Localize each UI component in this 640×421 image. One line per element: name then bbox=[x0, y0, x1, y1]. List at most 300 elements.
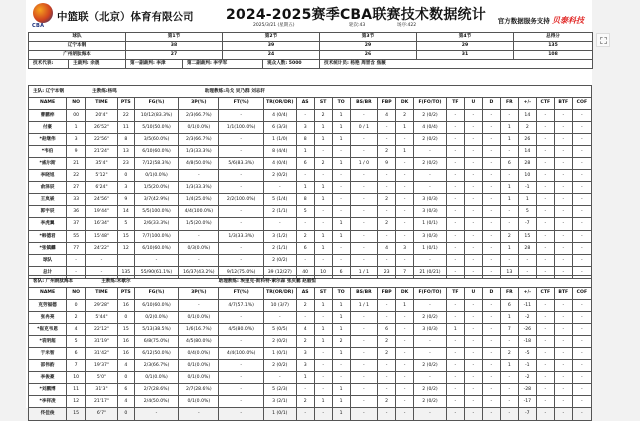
player-name: *威尔斯 bbox=[29, 157, 67, 169]
stat-cell: - bbox=[396, 230, 414, 242]
stat-cell: 2 (0/2) bbox=[414, 396, 447, 408]
stat-cell: -1 bbox=[518, 182, 536, 194]
stat-cell: 4/4(100.0%) bbox=[179, 206, 219, 218]
stat-cell: 1 bbox=[332, 299, 350, 311]
player-name: *袁明超 bbox=[29, 335, 67, 347]
stat-cell: 1 bbox=[332, 133, 350, 145]
stat-cell: - bbox=[219, 360, 263, 372]
stat-cell: - bbox=[446, 170, 464, 182]
stat-cell: 0/1(0.0%) bbox=[179, 311, 219, 323]
stat-cell: - bbox=[219, 311, 263, 323]
stat-cell: - bbox=[572, 194, 591, 206]
stat-cell: - bbox=[446, 194, 464, 206]
stat-cell: - bbox=[572, 170, 591, 182]
stat-cell: 2 bbox=[378, 194, 396, 206]
stat-cell: - bbox=[296, 218, 314, 230]
stat-cell: 28 bbox=[518, 157, 536, 169]
stat-cell: - bbox=[414, 170, 447, 182]
stat-cell: 2 (0/2) bbox=[414, 360, 447, 372]
stat-cell: - bbox=[572, 109, 591, 121]
stat-cell: - bbox=[536, 242, 554, 254]
stat-cell: 3 bbox=[396, 242, 414, 254]
stat-cell: 16 bbox=[117, 299, 134, 311]
game-number: 场序:422 bbox=[397, 23, 417, 28]
stat-cell: - bbox=[482, 408, 500, 420]
column-header: U bbox=[464, 288, 482, 300]
stat-cell: - bbox=[378, 230, 396, 242]
stat-cell: - bbox=[350, 182, 378, 194]
stat-cell: - bbox=[219, 206, 263, 218]
stat-cell: - bbox=[378, 206, 396, 218]
stat-cell: - bbox=[572, 230, 591, 242]
stat-cell: - bbox=[314, 347, 332, 359]
stat-cell: 6 bbox=[296, 242, 314, 254]
score-q2: 24 bbox=[223, 51, 320, 60]
quarter-row-home bbox=[29, 42, 593, 51]
player-name: 邵伟韵 bbox=[29, 360, 67, 372]
stat-cell: 10 (3/7) bbox=[263, 299, 296, 311]
stat-cell: - bbox=[396, 396, 414, 408]
stat-cell: 10/12(83.3%) bbox=[134, 109, 178, 121]
stat-cell: 8 (4/4) bbox=[263, 145, 296, 157]
stat-cell: 9/12(75.0%) bbox=[219, 266, 263, 278]
data-support bbox=[498, 15, 584, 26]
stat-cell: - bbox=[314, 254, 332, 266]
stat-cell: - bbox=[464, 372, 482, 384]
stat-cell: - bbox=[464, 133, 482, 145]
header-q1: 第1节 bbox=[126, 33, 223, 42]
stat-cell: 2 bbox=[500, 230, 518, 242]
stat-cell: - bbox=[464, 145, 482, 157]
stat-cell: - bbox=[500, 335, 518, 347]
player-name: 球队 bbox=[29, 254, 67, 266]
stat-cell: - bbox=[314, 372, 332, 384]
stat-cell: - bbox=[572, 145, 591, 157]
column-header: +/- bbox=[518, 288, 536, 300]
stat-cell: - bbox=[179, 299, 219, 311]
stat-cell: 16 bbox=[117, 335, 134, 347]
stat-cell: - bbox=[482, 109, 500, 121]
stat-cell: - bbox=[446, 347, 464, 359]
stat-cell: 4 bbox=[378, 242, 396, 254]
player-name: *李祥凌 bbox=[29, 396, 67, 408]
stat-cell: - bbox=[332, 170, 350, 182]
stat-cell: 15 bbox=[117, 230, 134, 242]
stat-cell: - bbox=[350, 408, 378, 420]
stat-cell: - bbox=[482, 157, 500, 169]
player-row bbox=[29, 242, 592, 254]
stat-cell: - bbox=[572, 254, 591, 266]
stat-cell: 1 bbox=[332, 323, 350, 335]
stat-cell: - bbox=[554, 182, 572, 194]
stat-cell: 55/90(61.1%) bbox=[134, 266, 178, 278]
stat-cell: - bbox=[219, 145, 263, 157]
stat-cell: 21 (0/21) bbox=[414, 266, 447, 278]
player-row bbox=[29, 335, 592, 347]
stat-cell: - bbox=[296, 384, 314, 396]
stat-cell: - bbox=[500, 408, 518, 420]
stat-cell: - bbox=[554, 299, 572, 311]
player-name: *张镇麟 bbox=[29, 242, 67, 254]
stat-cell: - bbox=[554, 384, 572, 396]
stat-cell: - bbox=[332, 145, 350, 157]
stat-cell: - bbox=[350, 206, 378, 218]
column-header-row bbox=[29, 288, 592, 300]
stat-cell: - bbox=[396, 360, 414, 372]
stat-cell: - bbox=[482, 396, 500, 408]
stat-cell: 31'3" bbox=[86, 384, 118, 396]
stat-cell: - bbox=[263, 218, 296, 230]
stat-cell: 7 bbox=[396, 266, 414, 278]
player-row bbox=[29, 230, 592, 242]
column-header: TO bbox=[332, 288, 350, 300]
stat-cell: 0/4(0.0%) bbox=[179, 347, 219, 359]
stat-cell: 2/7(28.6%) bbox=[179, 384, 219, 396]
stat-cell: 2 bbox=[378, 145, 396, 157]
stat-cell: - bbox=[378, 133, 396, 145]
stat-cell: 6/8(75.0%) bbox=[134, 335, 178, 347]
stat-cell: - bbox=[219, 372, 263, 384]
stat-cell: - bbox=[482, 347, 500, 359]
stat-cell: 22'12" bbox=[86, 323, 118, 335]
stat-cell: - bbox=[179, 254, 219, 266]
stat-cell: 33 bbox=[67, 194, 86, 206]
stat-cell: 2 (0/2) bbox=[263, 254, 296, 266]
stat-cell: - bbox=[536, 323, 554, 335]
stat-cell: - bbox=[414, 254, 447, 266]
stat-cell: - bbox=[446, 311, 464, 323]
stat-cell: - bbox=[350, 254, 378, 266]
stat-cell: - bbox=[572, 182, 591, 194]
stat-cell: - bbox=[500, 384, 518, 396]
stat-cell: 1 bbox=[296, 145, 314, 157]
stat-cell: 1 bbox=[500, 182, 518, 194]
stat-cell: - bbox=[464, 384, 482, 396]
stat-cell: 0/1(0.0%) bbox=[179, 372, 219, 384]
stat-cell: 1 bbox=[500, 311, 518, 323]
team-label: 主队: 辽宁本钢 bbox=[33, 89, 64, 95]
stat-cell: - bbox=[464, 299, 482, 311]
stat-cell: - bbox=[396, 206, 414, 218]
stat-cell: - bbox=[378, 408, 396, 420]
stat-cell: - bbox=[572, 206, 591, 218]
column-header: FR bbox=[500, 288, 518, 300]
stat-cell: 1 bbox=[332, 396, 350, 408]
stat-cell: 3 (0/3) bbox=[414, 230, 447, 242]
stat-cell: 1 bbox=[332, 218, 350, 230]
stat-cell: 24'22" bbox=[86, 242, 118, 254]
stat-cell: - bbox=[263, 372, 296, 384]
stat-cell: 14 bbox=[117, 206, 134, 218]
player-row bbox=[29, 206, 592, 218]
column-header: ST bbox=[314, 98, 332, 110]
stat-cell: - bbox=[500, 254, 518, 266]
column-header: NO bbox=[67, 288, 86, 300]
stat-cell: 2 (0/2) bbox=[414, 311, 447, 323]
basketball-icon bbox=[33, 3, 53, 23]
stat-cell: - bbox=[500, 170, 518, 182]
stat-cell: - bbox=[464, 396, 482, 408]
stat-cell: 10 bbox=[67, 372, 86, 384]
stat-cell: 2 (0/2) bbox=[263, 360, 296, 372]
stat-cell: - bbox=[572, 384, 591, 396]
stat-cell: 3 (1/2) bbox=[263, 230, 296, 242]
stat-cell: - bbox=[554, 109, 572, 121]
stat-cell: 2 bbox=[314, 157, 332, 169]
stat-cell: -17 bbox=[518, 396, 536, 408]
stat-cell: - bbox=[464, 323, 482, 335]
column-header: BTF bbox=[554, 98, 572, 110]
player-name: *韩德君 bbox=[29, 230, 67, 242]
stat-cell: 5 bbox=[518, 206, 536, 218]
stat-cell: 1 / 0 bbox=[350, 157, 378, 169]
stat-cell: 2 (0/2) bbox=[414, 384, 447, 396]
player-name: 付豪 bbox=[29, 121, 67, 133]
stat-cell: - bbox=[464, 230, 482, 242]
stat-cell: -5 bbox=[518, 347, 536, 359]
stat-cell: - bbox=[464, 194, 482, 206]
team-name: 广州朗肽海本 bbox=[29, 51, 126, 60]
stat-cell: 3 bbox=[67, 133, 86, 145]
stat-cell: - bbox=[536, 266, 554, 278]
player-name: 李俊豪 bbox=[29, 372, 67, 384]
stat-cell: 0 / 1 bbox=[350, 121, 378, 133]
stat-cell: - bbox=[350, 311, 378, 323]
stat-cell: - bbox=[554, 133, 572, 145]
header-q3: 第3节 bbox=[320, 33, 417, 42]
stat-cell: - bbox=[572, 133, 591, 145]
player-name: 克劳福德 bbox=[29, 299, 67, 311]
column-header: PTS bbox=[117, 98, 134, 110]
score-q1: 38 bbox=[126, 42, 223, 51]
stat-cell: 23 bbox=[117, 157, 134, 169]
stat-cell: 1 bbox=[332, 384, 350, 396]
column-header-row bbox=[29, 98, 592, 110]
stat-cell: 24'56" bbox=[86, 194, 118, 206]
stat-cell: 1/3(33.3%) bbox=[179, 182, 219, 194]
stat-cell: 5/10(50.0%) bbox=[134, 121, 178, 133]
stat-cell: - bbox=[554, 408, 572, 420]
stat-cell: - bbox=[536, 384, 554, 396]
stat-cell: 20'4" bbox=[86, 109, 118, 121]
stat-cell: 5 bbox=[296, 206, 314, 218]
game-round: 轮次:43 bbox=[349, 23, 366, 28]
stat-cell: - bbox=[350, 218, 378, 230]
stat-cell: 2 (0/2) bbox=[414, 157, 447, 169]
stat-cell: - bbox=[350, 347, 378, 359]
stat-cell: 16'34" bbox=[86, 218, 118, 230]
player-name: 总计 bbox=[29, 266, 67, 278]
player-row bbox=[29, 347, 592, 359]
stat-cell: 21 bbox=[67, 157, 86, 169]
stat-cell: - bbox=[482, 360, 500, 372]
cba-logo bbox=[32, 3, 54, 29]
column-header: ST bbox=[314, 288, 332, 300]
stat-cell: 0 bbox=[67, 299, 86, 311]
stat-cell: - bbox=[296, 311, 314, 323]
stat-cell: - bbox=[219, 242, 263, 254]
stat-cell: - bbox=[332, 254, 350, 266]
statisticians: 技术统计员: 杨艳 周晋含 焦薇 bbox=[320, 60, 593, 69]
scan-icon[interactable] bbox=[596, 33, 610, 47]
stat-cell: 6 bbox=[500, 157, 518, 169]
stat-cell: - bbox=[396, 372, 414, 384]
stat-cell: 1 bbox=[314, 133, 332, 145]
stat-cell: -28 bbox=[518, 384, 536, 396]
stat-cell: - bbox=[482, 242, 500, 254]
player-name: 于米智 bbox=[29, 347, 67, 359]
column-header: D bbox=[482, 98, 500, 110]
stat-cell: 6 (3/3) bbox=[263, 121, 296, 133]
player-row bbox=[29, 121, 592, 133]
away-stats-table bbox=[28, 275, 592, 421]
stat-cell: 5'44" bbox=[86, 311, 118, 323]
stat-cell: - bbox=[572, 311, 591, 323]
column-header: NO bbox=[67, 98, 86, 110]
stat-cell: 7 bbox=[500, 323, 518, 335]
stat-cell: - bbox=[378, 372, 396, 384]
stat-cell: 5/13(38.5%) bbox=[134, 323, 178, 335]
column-header: TR(OR/DR) bbox=[263, 288, 296, 300]
score-q3: 29 bbox=[320, 42, 417, 51]
stat-cell: - bbox=[482, 311, 500, 323]
stat-cell: 19'37" bbox=[86, 360, 118, 372]
column-header: FG(%) bbox=[134, 288, 178, 300]
stat-cell: - bbox=[536, 335, 554, 347]
stat-cell: - bbox=[572, 266, 591, 278]
player-row bbox=[29, 218, 592, 230]
stat-cell: 2 bbox=[296, 396, 314, 408]
stat-cell: - bbox=[396, 408, 414, 420]
stat-cell: - bbox=[482, 266, 500, 278]
stat-cell: 1/1(100.0%) bbox=[219, 121, 263, 133]
stat-cell: - bbox=[219, 182, 263, 194]
stat-cell: - bbox=[554, 266, 572, 278]
stat-cell: - bbox=[378, 311, 396, 323]
column-header: D bbox=[482, 288, 500, 300]
stat-cell: 2 (0/2) bbox=[263, 335, 296, 347]
stat-cell: - bbox=[536, 299, 554, 311]
player-name: *崔克韦恩 bbox=[29, 323, 67, 335]
column-header: FT(%) bbox=[219, 288, 263, 300]
stat-cell: - bbox=[536, 157, 554, 169]
score-q1: 27 bbox=[126, 51, 223, 60]
stat-cell: - bbox=[350, 145, 378, 157]
stat-cell: 1 bbox=[500, 360, 518, 372]
stat-cell: 3 (0/3) bbox=[414, 206, 447, 218]
stat-cell: - bbox=[518, 266, 536, 278]
stat-cell: - bbox=[179, 408, 219, 420]
stat-cell: - bbox=[536, 372, 554, 384]
stat-cell: 35'4" bbox=[86, 157, 118, 169]
stat-cell: 1 bbox=[332, 157, 350, 169]
stat-cell: - bbox=[482, 218, 500, 230]
stat-cell: 55 bbox=[67, 230, 86, 242]
stat-cell: 4 bbox=[117, 360, 134, 372]
stat-cell: 3/5(60.0%) bbox=[134, 133, 178, 145]
stat-cell: - bbox=[350, 396, 378, 408]
stat-cell: 77 bbox=[67, 242, 86, 254]
stat-cell: - bbox=[482, 170, 500, 182]
stat-cell: - bbox=[350, 242, 378, 254]
stat-cell: - bbox=[482, 133, 500, 145]
stat-cell: 2 bbox=[296, 335, 314, 347]
column-header: U bbox=[464, 98, 482, 110]
stat-cell: - bbox=[446, 157, 464, 169]
stat-cell: 6/12(50.0%) bbox=[134, 347, 178, 359]
stat-cell: 15 bbox=[518, 230, 536, 242]
stat-cell: - bbox=[554, 170, 572, 182]
score-q4: 31 bbox=[417, 51, 514, 60]
stat-cell: 1 bbox=[500, 194, 518, 206]
stat-cell: - bbox=[554, 311, 572, 323]
stat-cell: 15'48" bbox=[86, 230, 118, 242]
stat-cell: 0 bbox=[117, 408, 134, 420]
stat-cell: - bbox=[134, 408, 178, 420]
stat-cell: - bbox=[464, 347, 482, 359]
stat-cell: 1 bbox=[332, 230, 350, 242]
stat-cell: - bbox=[554, 230, 572, 242]
stat-cell: 6 bbox=[332, 266, 350, 278]
stat-cell: - bbox=[554, 242, 572, 254]
stat-cell: - bbox=[396, 182, 414, 194]
column-header: DK bbox=[396, 98, 414, 110]
stat-cell: 6/10(60.0%) bbox=[134, 242, 178, 254]
stat-cell: 1 bbox=[314, 182, 332, 194]
stat-cell: - bbox=[263, 311, 296, 323]
stat-cell: - bbox=[396, 254, 414, 266]
stats-document bbox=[26, 0, 592, 417]
column-header: DK bbox=[396, 288, 414, 300]
stat-cell: - bbox=[482, 194, 500, 206]
score-total: 108 bbox=[514, 51, 593, 60]
stat-cell: - bbox=[482, 206, 500, 218]
stat-cell: - bbox=[446, 121, 464, 133]
attendance: 观众人数: 5000 bbox=[263, 60, 320, 69]
stat-cell: - bbox=[554, 206, 572, 218]
stat-cell: 40 bbox=[296, 266, 314, 278]
stat-cell: - bbox=[350, 360, 378, 372]
stat-cell: 2 bbox=[314, 109, 332, 121]
header-q4: 第4节 bbox=[417, 33, 514, 42]
player-name: 李虎翼 bbox=[29, 218, 67, 230]
page-title: 2024-2025赛季CBA联赛技术数据统计 bbox=[226, 7, 486, 23]
stat-cell: 0/2(0.0%) bbox=[134, 311, 178, 323]
assistant-coaches: 助理教练:乌戈 吴乃群 刘志轩 bbox=[204, 89, 265, 95]
stat-cell: - bbox=[500, 206, 518, 218]
stat-cell: 5 (1/4) bbox=[263, 194, 296, 206]
stat-cell: - bbox=[219, 133, 263, 145]
stat-cell: - bbox=[482, 384, 500, 396]
stat-cell: - bbox=[332, 194, 350, 206]
stat-cell: 23 bbox=[378, 266, 396, 278]
player-row bbox=[29, 408, 592, 420]
stat-cell: 1/5(20.0%) bbox=[134, 182, 178, 194]
player-name: 佟佳俊 bbox=[29, 408, 67, 420]
stat-cell: 11 bbox=[117, 121, 134, 133]
stat-cell: - bbox=[350, 323, 378, 335]
stat-cell: - bbox=[482, 254, 500, 266]
stat-cell: - bbox=[219, 218, 263, 230]
stat-cell: 1 bbox=[296, 372, 314, 384]
stat-cell: 6 bbox=[67, 347, 86, 359]
stat-cell: 5'0" bbox=[86, 372, 118, 384]
stat-cell: - bbox=[378, 170, 396, 182]
stat-cell: 36 bbox=[67, 206, 86, 218]
stat-cell: - bbox=[554, 145, 572, 157]
stat-cell: - bbox=[350, 170, 378, 182]
stat-cell: 1/3(33.3%) bbox=[179, 145, 219, 157]
